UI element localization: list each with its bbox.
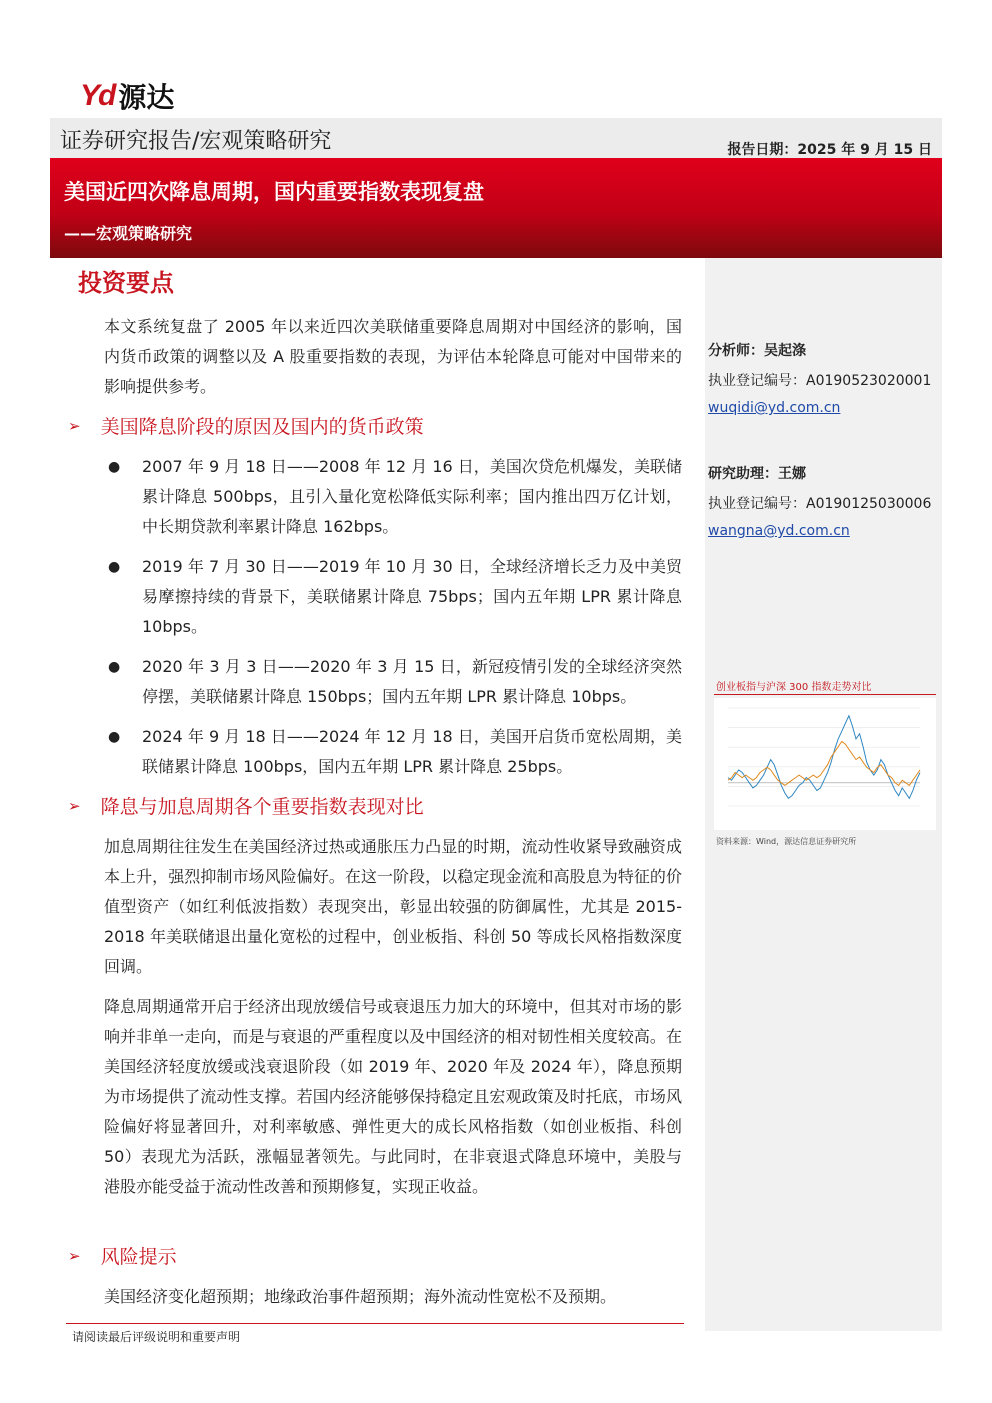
chart-title-rule: [714, 694, 936, 695]
heading-arrow-icon: ➢: [68, 1246, 81, 1265]
analyst-registration: 执业登记编号：A0190523020001: [708, 373, 932, 389]
list-item-text: 2019 年 7 月 30 日——2019 年 10 月 30 日，全球经济增长乏力及中美贸易摩擦持续的背景下，美联储累计降息 75bps；国内五年期 LPR 累计降息 10bps。: [142, 557, 682, 636]
compare-paragraph-2: 降息周期通常开启于经济出现放缓信号或衰退压力加大的环境中，但其对市场的影响并非单一走向，而是与衰退的严重程度以及中国经济的相对韧性相关度较高。在美国经济轻度放缓或浅衰退阶段（如 2019 年、2020 年及 2024 年），降息预期为市场提供了流动性支撑。若国内经济能够保持稳定且宏观政策及时托底，市场风险偏好将显著回升，对利率敏感、弹性更大的成长风格指数（如创业板指、科创 50）表现尤为活跃，涨幅显著领先。与此同时，在非衰退式降息环境中，美股与港股亦能受益于流动性改善和预期修复，实现正收益。: [104, 997, 682, 1196]
report-date: 报告日期：2025 年 9 月 15 日: [727, 142, 932, 158]
list-item-text: 2020 年 3 月 3 日——2020 年 3 月 15 日，新冠疫情引发的全球经济突然停摆，美联储累计降息 150bps；国内五年期 LPR 累计降息 10bps。: [142, 657, 682, 706]
bullet-dot-icon: ●: [108, 559, 121, 575]
report-title: 美国近四次降息周期，国内重要指数表现复盘: [64, 180, 484, 204]
list-item: [108, 552, 682, 642]
logo-name: 源达: [118, 81, 175, 114]
analyst-name: 分析师：吴起涤: [708, 343, 806, 359]
chart-source: 资料来源：Wind，源达信息证券研究所: [716, 837, 857, 846]
footer-disclaimer: 请阅读最后评级说明和重要声明: [72, 1330, 241, 1344]
analyst-email-link[interactable]: wuqidi@yd.com.cn: [708, 400, 841, 416]
list-item: [108, 652, 682, 712]
footer-rule: [66, 1323, 684, 1324]
list-item-text: 2007 年 9 月 18 日——2008 年 12 月 16 日，美国次贷危机爆发，美联储累计降息 500bps，且引入量化宽松降低实际利率；国内推出四万亿计划，中长期贷款利率累计降息 162bps。: [142, 457, 682, 536]
bullet-dot-icon: ●: [108, 659, 121, 675]
assistant-email-link[interactable]: wangna@yd.com.cn: [708, 523, 850, 539]
assistant-name: 研究助理：王娜: [708, 466, 806, 482]
logo-mark: Yd: [80, 79, 115, 112]
intro-paragraph: 本文系统复盘了 2005 年以来近四次美联储重要降息周期对中国经济的影响，国内货币政策的调整以及 A 股重要指数的表现，为评估本轮降息可能对中国带来的影响提供参考。: [104, 317, 682, 396]
heading-text: 美国降息阶段的原因及国内的货币政策: [100, 416, 424, 438]
heading-arrow-icon: ➢: [68, 416, 81, 435]
chart-title: 创业板指与沪深 300 指数走势对比: [716, 682, 872, 693]
list-item: [108, 722, 682, 782]
assistant-registration: 执业登记编号：A0190125030006: [708, 496, 932, 512]
heading-text: 降息与加息周期各个重要指数表现对比: [100, 796, 424, 818]
compare-paragraph-1: 加息周期往往发生在美国经济过热或通胀压力凸显的时期，流动性收紧导致融资成本上升，强烈抑制市场风险偏好。在这一阶段，以稳定现金流和高股息为特征的价值型资产（如红利低波指数）表现突出，彰显出较强的防御属性，尤其是 2015-2018 年美联储退出量化宽松的过程中，创业板指、科创 50 等成长风格指数深度回调。: [104, 837, 682, 976]
report-category: 证券研究报告/宏观策略研究: [60, 129, 332, 154]
heading-rate-cut-causes: [68, 412, 424, 439]
company-logo: [80, 78, 174, 114]
bullet-dot-icon: ●: [108, 729, 121, 745]
chart-background: [714, 698, 936, 830]
risk-paragraph: 美国经济变化超预期；地缘政治事件超预期；海外流动性宽松不及预期。: [104, 1287, 617, 1306]
bullet-dot-icon: ●: [108, 459, 121, 475]
list-item-text: 2024 年 9 月 18 日——2024 年 12 月 18 日，美国开启货币宽松周期，美联储累计降息 100bps，国内五年期 LPR 累计降息 25bps。: [142, 727, 682, 776]
heading-arrow-icon: ➢: [68, 796, 81, 815]
section-title: 投资要点: [78, 269, 174, 297]
list-item: [108, 452, 682, 542]
heading-index-comparison: [68, 792, 424, 819]
heading-risk: [68, 1242, 177, 1269]
index-comparison-chart: [714, 698, 936, 830]
report-subtitle: ——宏观策略研究: [64, 224, 193, 243]
heading-text: 风险提示: [100, 1246, 177, 1268]
